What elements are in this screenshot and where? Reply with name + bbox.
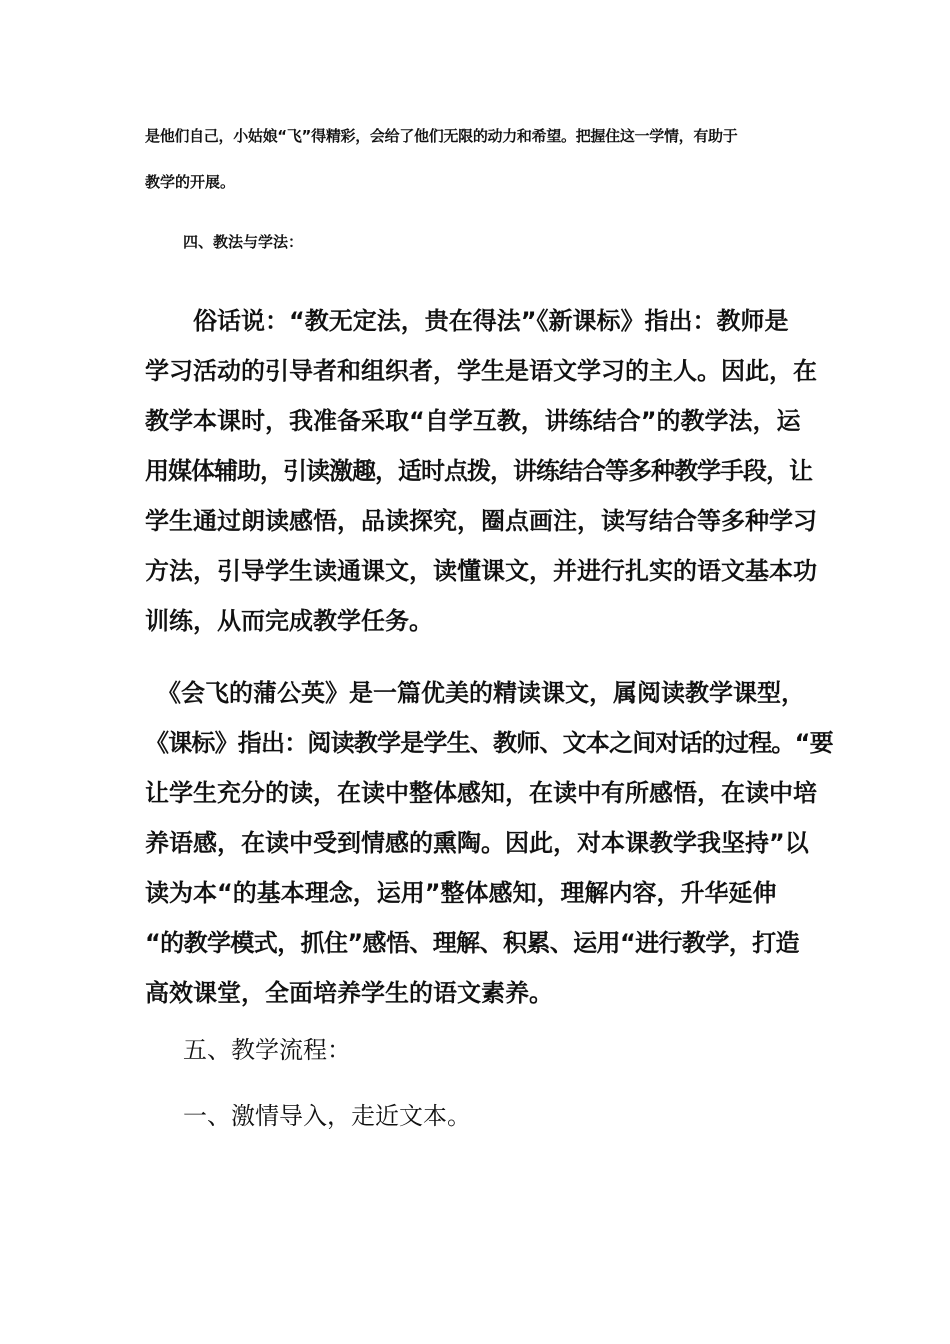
paragraph-top-line-2: 教学的开展。 [145, 173, 236, 191]
step-one-heading: 一、激情导入，走近文本。 [183, 1102, 471, 1130]
paragraph-top-line-1: 是他们自己，小姑娘“飞”得精彩，会给了他们无限的动力和希望。把握住这一学情，有助于 [145, 127, 738, 145]
paragraph-reading-line-1: 《会飞的蒲公英》是一篇优美的精读课文，属阅读教学课型， [145, 679, 805, 707]
paragraph-method-line-3: 教学本课时，我准备采取“自学互教，讲练结合”的教学法，运 [145, 407, 801, 435]
paragraph-reading-line-4: 养语感，在读中受到情感的熏陶。因此，对本课教学我坚持”以 [145, 829, 809, 857]
paragraph-method-line-1: 俗话说：“教无定法，贵在得法”《新课标》指出：教师是 [145, 307, 789, 335]
paragraph-reading-line-3: 让学生充分的读，在读中整体感知，在读中有所感悟，在读中培 [145, 779, 817, 807]
paragraph-method-line-5: 学生通过朗读感悟，品读探究，圈点画注，读写结合等多种学习 [145, 507, 817, 535]
paragraph-reading-line-2: 《课标》指出：阅读教学是学生、教师、文本之间对话的过程。“要 [145, 729, 833, 757]
paragraph-method-line-7: 训练，从而完成教学任务。 [145, 607, 433, 635]
paragraph-reading-line-6: “的教学模式，抓住”感悟、理解、积累、运用“进行教学，打造 [145, 929, 799, 957]
paragraph-method-line-2: 学习活动的引导者和组织者，学生是语文学习的主人。因此，在 [145, 357, 817, 385]
section-four-heading: 四、教法与学法： [183, 233, 304, 251]
paragraph-method-line-6: 方法，引导学生读通课文，读懂课文，并进行扎实的语文基本功 [145, 557, 817, 585]
paragraph-reading-line-7: 高效课堂，全面培养学生的语文素养。 [145, 979, 553, 1007]
section-five-heading: 五、教学流程： [183, 1036, 351, 1064]
paragraph-method-line-4: 用媒体辅助，引读激趣，适时点拨，讲练结合等多种教学手段，让 [145, 457, 812, 485]
paragraph-reading-teaching [145, 668, 833, 1018]
paragraph-reading-line-5: 读为本“的基本理念，运用”整体感知，理解内容，升华延伸 [145, 879, 777, 907]
paragraph-teaching-method [145, 296, 817, 646]
paragraph-top [145, 113, 810, 205]
